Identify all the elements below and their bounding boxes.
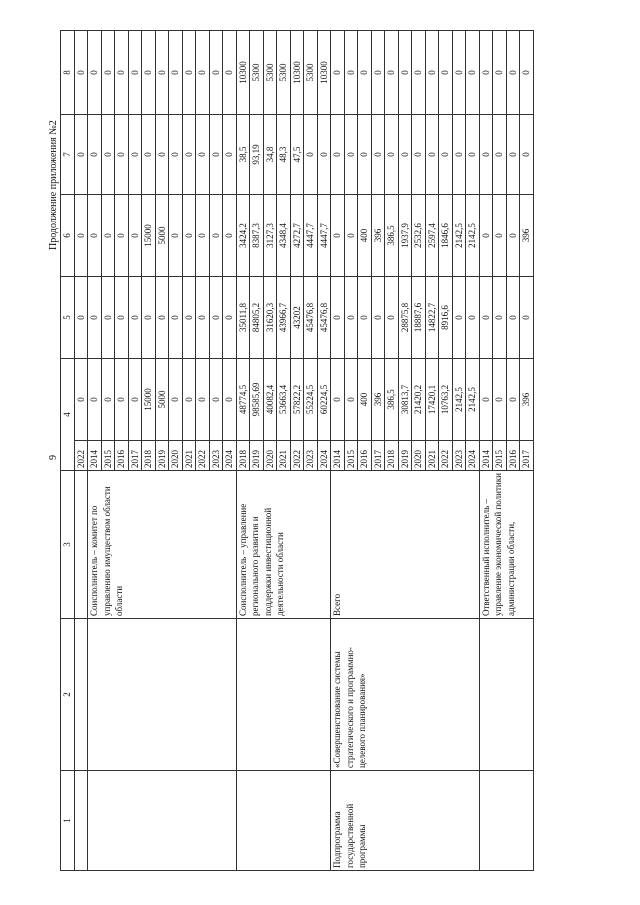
value-col8: 0 xyxy=(506,31,520,115)
value-col4: 17420,1 xyxy=(425,359,439,441)
value-col4: 0 xyxy=(115,359,129,441)
block-column-3 xyxy=(74,471,88,619)
year-cell: 2016 xyxy=(358,441,372,471)
value-col6: 400 xyxy=(358,195,372,277)
value-col5: 18887,6 xyxy=(412,277,426,359)
value-col4: 2142,5 xyxy=(452,359,466,441)
value-col5: 0 xyxy=(223,277,237,359)
value-col5: 0 xyxy=(169,277,183,359)
value-col7: 0 xyxy=(74,115,88,195)
value-col5: 31620,3 xyxy=(263,277,277,359)
value-col7: 0 xyxy=(196,115,210,195)
value-col7: 34,8 xyxy=(263,115,277,195)
value-col5: 0 xyxy=(74,277,88,359)
value-col4: 21420,2 xyxy=(412,359,426,441)
year-cell: 2023 xyxy=(452,441,466,471)
table-row xyxy=(479,31,493,871)
value-col7: 48,3 xyxy=(277,115,291,195)
year-cell: 2014 xyxy=(479,441,493,471)
value-col8: 0 xyxy=(196,31,210,115)
value-col8: 0 xyxy=(128,31,142,115)
year-cell: 2022 xyxy=(290,441,304,471)
table-row xyxy=(74,31,88,871)
year-cell: 2017 xyxy=(128,441,142,471)
value-col5: 0 xyxy=(209,277,223,359)
value-col8: 0 xyxy=(425,31,439,115)
value-col8: 5300 xyxy=(250,31,264,115)
block-column-1: Подпрограмма государственной программы xyxy=(331,771,480,871)
year-cell: 2015 xyxy=(344,441,358,471)
year-cell: 2020 xyxy=(263,441,277,471)
col-header-2: 2 xyxy=(61,619,75,771)
value-col8: 10300 xyxy=(317,31,331,115)
year-cell: 2020 xyxy=(169,441,183,471)
table-row xyxy=(236,31,250,871)
value-col7: 0 xyxy=(439,115,453,195)
value-col8: 0 xyxy=(344,31,358,115)
value-col7: 0 xyxy=(101,115,115,195)
value-col5: 0 xyxy=(493,277,507,359)
value-col8: 0 xyxy=(520,31,534,115)
value-col6: 2142,5 xyxy=(466,195,480,277)
value-col6: 0 xyxy=(209,195,223,277)
value-col4: 0 xyxy=(88,359,102,441)
value-col4: 57822,2 xyxy=(290,359,304,441)
budget-table xyxy=(60,30,534,871)
value-col5: 45476,8 xyxy=(317,277,331,359)
value-col6: 2532,6 xyxy=(412,195,426,277)
value-col8: 0 xyxy=(182,31,196,115)
value-col7: 0 xyxy=(493,115,507,195)
block-column-1 xyxy=(88,771,237,871)
value-col6: 3424,2 xyxy=(236,195,250,277)
value-col4: 53663,4 xyxy=(277,359,291,441)
year-cell: 2016 xyxy=(506,441,520,471)
block-column-2: «Совершенствование системы стратегического и программно-целевого планирования» xyxy=(331,619,480,771)
value-col8: 0 xyxy=(358,31,372,115)
col-header-1: 1 xyxy=(61,771,75,871)
value-col4: 0 xyxy=(128,359,142,441)
running-head: Продолжение приложения №2 xyxy=(48,120,59,250)
value-col4: 98585,69 xyxy=(250,359,264,441)
value-col5: 0 xyxy=(506,277,520,359)
value-col7: 0 xyxy=(304,115,318,195)
value-col5: 43966,7 xyxy=(277,277,291,359)
value-col4: 0 xyxy=(493,359,507,441)
value-col8: 0 xyxy=(142,31,156,115)
value-col7: 0 xyxy=(479,115,493,195)
value-col5: 0 xyxy=(101,277,115,359)
table-body xyxy=(74,31,533,871)
year-cell: 2018 xyxy=(236,441,250,471)
year-cell: 2018 xyxy=(142,441,156,471)
year-cell: 2022 xyxy=(439,441,453,471)
value-col8: 5300 xyxy=(304,31,318,115)
block-column-3: Ответственный исполнитель – управление экономической политики администрации области, xyxy=(479,471,533,619)
value-col5: 0 xyxy=(520,277,534,359)
col-header-6: 6 xyxy=(61,195,75,277)
value-col6: 0 xyxy=(169,195,183,277)
year-cell: 2024 xyxy=(466,441,480,471)
value-col6: 4348,4 xyxy=(277,195,291,277)
col-header-8: 8 xyxy=(61,31,75,115)
value-col6: 0 xyxy=(88,195,102,277)
value-col4: 396 xyxy=(520,359,534,441)
block-column-2 xyxy=(479,619,533,771)
year-cell: 2016 xyxy=(115,441,129,471)
value-col4: 0 xyxy=(506,359,520,441)
value-col5: 0 xyxy=(331,277,345,359)
value-col4: 0 xyxy=(479,359,493,441)
year-cell: 2015 xyxy=(101,441,115,471)
value-col6: 1846,6 xyxy=(439,195,453,277)
value-col4: 396 xyxy=(371,359,385,441)
value-col7: 0 xyxy=(425,115,439,195)
value-col7: 0 xyxy=(385,115,399,195)
value-col6: 0 xyxy=(223,195,237,277)
col-header-5: 5 xyxy=(61,277,75,359)
value-col4: 0 xyxy=(169,359,183,441)
year-cell: 2022 xyxy=(196,441,210,471)
year-cell: 2019 xyxy=(250,441,264,471)
block-column-3: Соисполнитель – комитет по управлению имуществом области области xyxy=(88,471,237,619)
value-col8: 5300 xyxy=(263,31,277,115)
year-cell: 2015 xyxy=(493,441,507,471)
value-col6: 4272,7 xyxy=(290,195,304,277)
value-col6: 0 xyxy=(115,195,129,277)
year-cell: 2017 xyxy=(520,441,534,471)
value-col8: 0 xyxy=(223,31,237,115)
value-col5: 0 xyxy=(182,277,196,359)
value-col5: 0 xyxy=(385,277,399,359)
year-cell: 2023 xyxy=(304,441,318,471)
year-cell: 2022 xyxy=(74,441,88,471)
value-col8: 0 xyxy=(452,31,466,115)
value-col4: 5000 xyxy=(155,359,169,441)
block-column-1 xyxy=(479,771,533,871)
year-cell: 2014 xyxy=(88,441,102,471)
value-col4: 0 xyxy=(209,359,223,441)
year-cell: 2019 xyxy=(398,441,412,471)
value-col8: 0 xyxy=(385,31,399,115)
value-col6: 396 xyxy=(520,195,534,277)
value-col8: 0 xyxy=(101,31,115,115)
value-col5: 28875,8 xyxy=(398,277,412,359)
value-col7: 0 xyxy=(142,115,156,195)
year-cell: 2023 xyxy=(209,441,223,471)
value-col7: 0 xyxy=(155,115,169,195)
value-col5: 45476,8 xyxy=(304,277,318,359)
year-cell: 2017 xyxy=(371,441,385,471)
block-column-1 xyxy=(236,771,331,871)
value-col6: 386,5 xyxy=(385,195,399,277)
value-col4: 2142,5 xyxy=(466,359,480,441)
value-col7: 0 xyxy=(223,115,237,195)
value-col4: 60224,5 xyxy=(317,359,331,441)
value-col6: 15000 xyxy=(142,195,156,277)
value-col6: 4447,7 xyxy=(317,195,331,277)
value-col7: 0 xyxy=(88,115,102,195)
page-number: 9 xyxy=(48,455,59,460)
value-col4: 400 xyxy=(358,359,372,441)
value-col5: 84805,2 xyxy=(250,277,264,359)
value-col5: 0 xyxy=(196,277,210,359)
value-col5: 0 xyxy=(344,277,358,359)
value-col7: 0 xyxy=(209,115,223,195)
value-col6: 8387,3 xyxy=(250,195,264,277)
value-col4: 0 xyxy=(344,359,358,441)
value-col5: 0 xyxy=(115,277,129,359)
value-col8: 0 xyxy=(155,31,169,115)
year-cell: 2019 xyxy=(155,441,169,471)
value-col8: 0 xyxy=(209,31,223,115)
year-cell: 2018 xyxy=(385,441,399,471)
value-col5: 0 xyxy=(371,277,385,359)
year-cell: 2021 xyxy=(425,441,439,471)
value-col7: 0 xyxy=(506,115,520,195)
value-col4: 55224,5 xyxy=(304,359,318,441)
value-col6: 0 xyxy=(101,195,115,277)
block-column-1 xyxy=(74,771,88,871)
value-col6: 0 xyxy=(182,195,196,277)
value-col6: 3127,3 xyxy=(263,195,277,277)
value-col5: 43202 xyxy=(290,277,304,359)
value-col4: 10763,2 xyxy=(439,359,453,441)
value-col6: 0 xyxy=(506,195,520,277)
value-col4: 48774,5 xyxy=(236,359,250,441)
value-col8: 0 xyxy=(479,31,493,115)
block-column-2 xyxy=(88,619,237,771)
value-col8: 5300 xyxy=(277,31,291,115)
block-column-3: Всего xyxy=(331,471,480,619)
block-column-2 xyxy=(236,619,331,771)
value-col8: 0 xyxy=(371,31,385,115)
value-col7: 0 xyxy=(128,115,142,195)
value-col6: 0 xyxy=(196,195,210,277)
value-col6: 0 xyxy=(74,195,88,277)
value-col6: 0 xyxy=(331,195,345,277)
value-col7: 0 xyxy=(371,115,385,195)
value-col6: 396 xyxy=(371,195,385,277)
value-col7: 0 xyxy=(452,115,466,195)
value-col8: 0 xyxy=(412,31,426,115)
year-cell: 2020 xyxy=(412,441,426,471)
value-col8: 0 xyxy=(493,31,507,115)
value-col7: 0 xyxy=(466,115,480,195)
value-col4: 30813,7 xyxy=(398,359,412,441)
value-col8: 0 xyxy=(115,31,129,115)
value-col5: 0 xyxy=(452,277,466,359)
value-col5: 0 xyxy=(88,277,102,359)
value-col5: 0 xyxy=(128,277,142,359)
value-col6: 5000 xyxy=(155,195,169,277)
value-col5: 8916,6 xyxy=(439,277,453,359)
value-col7: 93,19 xyxy=(250,115,264,195)
value-col4: 0 xyxy=(182,359,196,441)
value-col7: 0 xyxy=(169,115,183,195)
value-col7: 0 xyxy=(182,115,196,195)
value-col6: 4447,7 xyxy=(304,195,318,277)
value-col7: 0 xyxy=(412,115,426,195)
value-col5: 0 xyxy=(479,277,493,359)
value-col5: 0 xyxy=(358,277,372,359)
value-col7: 0 xyxy=(398,115,412,195)
value-col7: 0 xyxy=(344,115,358,195)
value-col7: 38,5 xyxy=(236,115,250,195)
value-col6: 2597,4 xyxy=(425,195,439,277)
value-col7: 0 xyxy=(358,115,372,195)
value-col5: 35011,8 xyxy=(236,277,250,359)
value-col8: 0 xyxy=(439,31,453,115)
col-header-4: 4 xyxy=(61,359,75,471)
value-col4: 386,5 xyxy=(385,359,399,441)
column-number-row xyxy=(61,31,75,871)
value-col8: 0 xyxy=(74,31,88,115)
year-cell: 2014 xyxy=(331,441,345,471)
value-col8: 0 xyxy=(331,31,345,115)
value-col6: 1937,9 xyxy=(398,195,412,277)
value-col5: 0 xyxy=(142,277,156,359)
year-cell: 2024 xyxy=(223,441,237,471)
value-col4: 0 xyxy=(223,359,237,441)
value-col7: 0 xyxy=(317,115,331,195)
value-col4: 0 xyxy=(331,359,345,441)
value-col8: 0 xyxy=(466,31,480,115)
col-header-3: 3 xyxy=(61,471,75,619)
value-col7: 0 xyxy=(115,115,129,195)
value-col8: 0 xyxy=(88,31,102,115)
col-header-7: 7 xyxy=(61,115,75,195)
year-cell: 2021 xyxy=(182,441,196,471)
value-col7: 0 xyxy=(520,115,534,195)
value-col8: 10300 xyxy=(290,31,304,115)
block-column-2 xyxy=(74,619,88,771)
value-col4: 0 xyxy=(196,359,210,441)
block-column-3: Соисполнитель – управление регионального развития и поддержки инвестиционной деятельности области xyxy=(236,471,331,619)
value-col6: 0 xyxy=(128,195,142,277)
value-col7: 0 xyxy=(331,115,345,195)
table-row xyxy=(88,31,102,871)
value-col6: 0 xyxy=(479,195,493,277)
rotated-table-container xyxy=(60,31,606,871)
value-col4: 15000 xyxy=(142,359,156,441)
year-cell: 2024 xyxy=(317,441,331,471)
value-col6: 2142,5 xyxy=(452,195,466,277)
value-col4: 40082,4 xyxy=(263,359,277,441)
value-col8: 10300 xyxy=(236,31,250,115)
value-col6: 0 xyxy=(493,195,507,277)
value-col8: 0 xyxy=(398,31,412,115)
value-col8: 0 xyxy=(169,31,183,115)
value-col5: 14822,7 xyxy=(425,277,439,359)
value-col5: 0 xyxy=(466,277,480,359)
value-col6: 0 xyxy=(344,195,358,277)
year-cell: 2021 xyxy=(277,441,291,471)
value-col5: 0 xyxy=(155,277,169,359)
table-row xyxy=(331,31,345,871)
value-col4: 0 xyxy=(74,359,88,441)
value-col7: 47,5 xyxy=(290,115,304,195)
value-col4: 0 xyxy=(101,359,115,441)
